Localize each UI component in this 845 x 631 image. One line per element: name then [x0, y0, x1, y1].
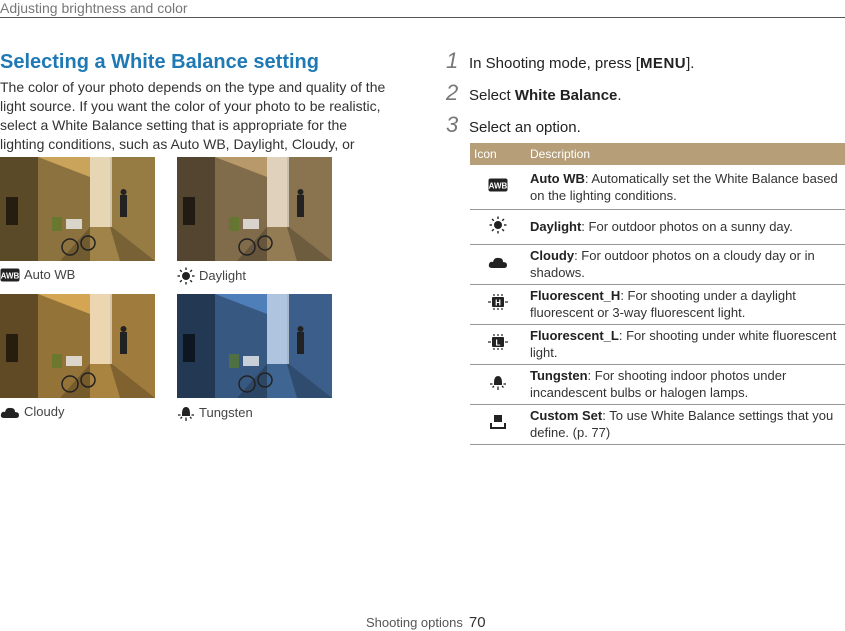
description-cell: [526, 324, 845, 364]
photo-caption: [0, 404, 155, 420]
menu-button-label: MENU: [639, 55, 687, 72]
sample-photo-cell: [0, 294, 155, 420]
white-balance-options-table: [470, 143, 845, 445]
header-title: Adjusting brightness and color: [0, 0, 188, 16]
table-row: [470, 244, 845, 284]
page-number: 70: [468, 614, 486, 631]
description-cell: [526, 209, 845, 244]
sample-photo-cell: [177, 157, 332, 285]
option-name: Tungsten: [530, 368, 588, 383]
description-cell: [526, 284, 845, 324]
fluorescent-h-icon: [488, 294, 508, 310]
step-text: In Shooting mode, press [MENU].: [469, 55, 695, 72]
option-name: Custom Set: [530, 408, 603, 423]
sample-photo-cell: [0, 157, 155, 283]
option-description: : For outdoor photos on a cloudy day or in shadows.: [530, 248, 815, 280]
svg-text:AWB: AWB: [0, 271, 20, 281]
column-header-icon: Icon: [470, 143, 526, 165]
option-name: Cloudy: [530, 248, 575, 263]
caption-label: Auto WB: [24, 267, 76, 282]
alley-photo: [177, 294, 332, 398]
icon-cell: [470, 364, 526, 404]
fluorescent-l-icon: [488, 334, 508, 350]
table-row: [470, 404, 845, 444]
icon-cell: [470, 284, 526, 324]
caption-label: Cloudy: [24, 404, 65, 419]
icon-cell: [470, 244, 526, 284]
step-1: [446, 48, 845, 80]
option-description: : For shooting indoor photos under incandescent bulbs or halogen lamps.: [530, 368, 787, 400]
caption-label: Tungsten: [199, 405, 253, 420]
photo-caption: [177, 404, 332, 422]
option-name: Fluorescent_H: [530, 288, 621, 303]
icon-cell: [470, 165, 526, 209]
option-description: : To use White Balance settings that you define. (p. 77): [530, 408, 834, 440]
sample-photo-cell: [177, 294, 332, 422]
table-row: [470, 324, 845, 364]
option-description: : Automatically set the White Balance based on the lighting conditions.: [530, 170, 838, 203]
step-text: Select White Balance.: [469, 87, 622, 104]
daylight-icon: [489, 216, 507, 234]
icon-cell: [470, 209, 526, 244]
tungsten-icon: [177, 404, 195, 422]
custom-set-icon: [489, 414, 507, 430]
cloudy-icon: [488, 255, 508, 269]
tungsten-icon: [489, 373, 507, 391]
section-title: Selecting a White Balance setting: [0, 51, 319, 73]
right-column: [446, 48, 845, 144]
description-cell: [526, 244, 845, 284]
option-name: Daylight: [530, 219, 582, 234]
table-row: [470, 165, 845, 209]
option-description: : For shooting under white fluorescent light.: [530, 328, 837, 360]
step-text: Select an option.: [469, 119, 581, 136]
step-number: 2: [446, 80, 459, 105]
photo-caption: [177, 267, 332, 285]
table-row: [470, 209, 845, 244]
footer-section: Shooting options: [366, 615, 463, 630]
step-number: 3: [446, 112, 459, 137]
photo-caption: [0, 267, 155, 283]
daylight-icon: [177, 267, 195, 285]
description-cell: [526, 404, 845, 444]
auto-wb-icon: [0, 268, 20, 282]
left-column: [0, 48, 395, 173]
step-3: [446, 112, 845, 144]
option-name: Fluorescent_L: [530, 328, 619, 343]
option-name: Auto WB: [530, 170, 585, 186]
table-header-row: [470, 143, 845, 165]
description-cell: [526, 165, 845, 209]
option-description: : For outdoor photos on a sunny day.: [581, 219, 793, 234]
svg-text:H: H: [495, 298, 501, 308]
caption-label: Daylight: [199, 268, 246, 283]
table-row: [470, 284, 845, 324]
svg-text:AWB: AWB: [488, 181, 508, 191]
option-description: : For shooting under a daylight fluorescent or 3-way fluorescent light.: [530, 288, 796, 320]
svg-text:L: L: [495, 338, 501, 348]
auto-wb-icon: [488, 178, 508, 192]
column-header-description: Description: [526, 143, 845, 165]
alley-photo: [0, 294, 155, 398]
description-cell: [526, 364, 845, 404]
icon-cell: [470, 324, 526, 364]
page-header: [0, 0, 845, 18]
step-number: 1: [446, 48, 459, 73]
table-row: [470, 364, 845, 404]
alley-photo: [0, 157, 155, 261]
sample-photo-grid: [0, 157, 340, 427]
step-2: [446, 80, 845, 112]
cloudy-icon: [0, 405, 20, 419]
page-footer: [366, 614, 486, 631]
section-intro: The color of your photo depends on the type and quality of the light source. If you want the color of your photo to be realistic, select a White Balance setting that is appropriate for the lighting conditions, such as Auto WB, Daylight, Cloudy, or: [0, 79, 386, 152]
alley-photo: [177, 157, 332, 261]
icon-cell: [470, 404, 526, 444]
